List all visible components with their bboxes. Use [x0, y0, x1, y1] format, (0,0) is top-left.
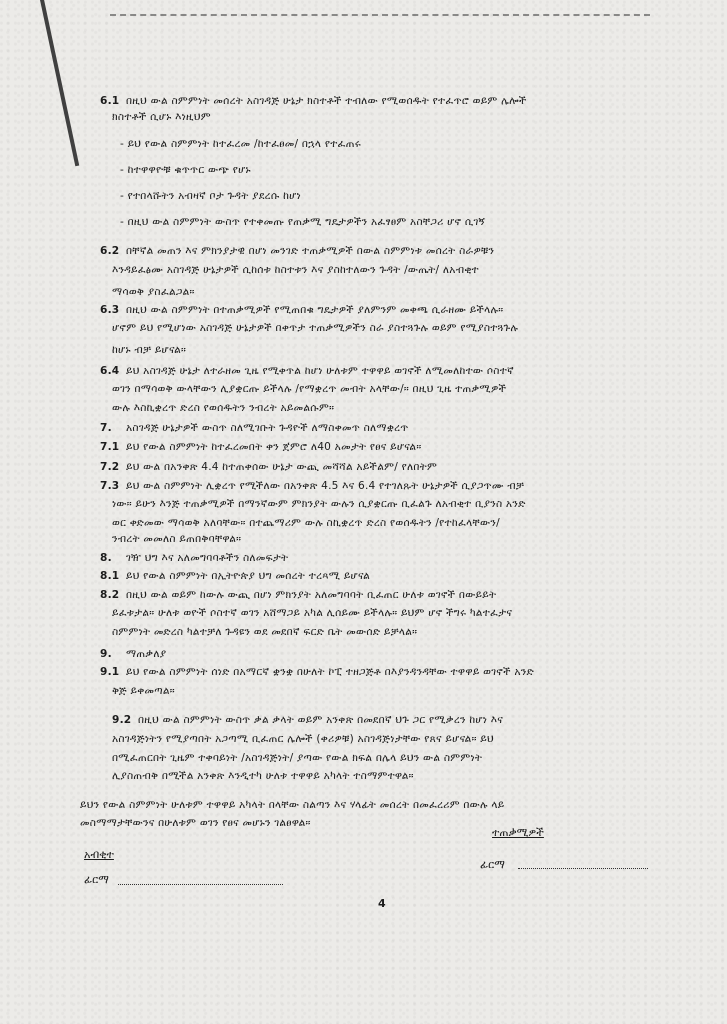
clause-text: አስገዳጅነትን የሚያጣበት አጋጣሚ ቢፈጠር ሌሎች (ቀሪዎቹ) አስገዳጅነታቸው የጸና ይሆናል። ይህ: [112, 733, 494, 745]
page-number: 4: [378, 897, 386, 910]
document-line: [100, 568, 677, 584]
document-line: [100, 243, 677, 259]
document-line: [100, 478, 677, 494]
signature-label-left: ፊርማ: [84, 873, 109, 886]
clause-text: ይፈቱታል። ሁለቱ ወዮች ሶስተኛ ወገን አሸማጋይ አካል ሊሰይሙ ይችላሉ። ይህም ሆኖ ችግሩ ካልተፈታና: [112, 607, 513, 619]
clause-text: ሆኖም ይህ የሚሆነው አስገዳጅ ሁኔታዎች በቀጥታ ተጠቃሚዎችን ስራ ያስተጓጉሉ ወይም የሚያስተጓጉሉ: [112, 322, 519, 334]
document-line: [100, 302, 677, 318]
clause-text: ነው። ይሁን እንጅ ተጠቃሚዎች በማንኛውም ምክንያት ውሉን ሲያቋርጡ ቢፈልጉ ለአብቂተ ቢያንስ አንድ: [112, 498, 526, 510]
document-line: [112, 262, 677, 278]
clause-text: - ይህ የውል ስምምነት ከተፈረመ /ከተፈፀመ/ በኋላ የተፈጠሩ: [120, 138, 361, 150]
clause-number: 8.1: [100, 570, 120, 582]
clause-text: እንዳይፈፅሙ አስገዳጅ ሁኔታዎች ሲከሰቱ ከስተቱን እና ያስከተለውን ጉዳት /ውጤት/ ለአብቂተ: [112, 264, 479, 276]
document-line: [112, 768, 677, 784]
document-line: [80, 815, 677, 831]
document-line: [112, 342, 677, 358]
document-line: [100, 550, 677, 566]
clause-text: ወገን በማሳወቅ ውላቸውን ሊያቋርጡ ይችላሉ /የማቋረጥ መብት አላቸው/። በዚህ ጊዜ ተጠቃሚዎች: [112, 383, 507, 395]
clause-text: ማጠቃለያ: [126, 648, 167, 660]
signature-party-label: ተጠቃሚዎች: [492, 826, 544, 839]
clause-text: ይህ የውል ስምምነት ሰነድ በአማርኛ ቋንቋ በሁለት ኮፒ ተዘጋጅቶ በእያንዳንዳቸው ተዋዋይ ወገኖች አንድ: [126, 666, 535, 678]
clause-text: - የተበላሹትን አብዛኛ ቦታ ጉዳት ያደረሱ ከሆነ: [120, 190, 301, 202]
clause-text: - በዚህ ውል ስምምነት ውስጥ የተቀመጡ የጠቃሚ ግዴታዎችን አፈፃፀም አስቸጋሪ ሆኖ ሲገኝ: [120, 216, 486, 228]
clause-text: ማሳወቅ ያስፈልጋል።: [112, 286, 195, 298]
scan-streak: [40, 0, 79, 166]
document-line: [100, 646, 677, 662]
document-line: [112, 712, 677, 728]
signature-lessor-label: አብቂተ: [84, 848, 114, 861]
clause-text: ውሉ እስኪቋረጥ ድረስ የወሰዱትን ንብረት አይመልሱም።: [112, 402, 335, 414]
clause-text: ይህ አስገዳጅ ሁኔታ ለተራዘመ ጊዜ የሚቀጥል ከሆነ ሁለቱም ተዋዋይ ወገኖች ለሚመለከተው ሶስተኛ: [126, 365, 514, 377]
document-line: [112, 531, 677, 547]
clause-text: ይህ የውል ስምምነት በኢትዮጵያ ህግ መሰረት ተረጻሚ ይሆናል: [126, 570, 371, 582]
clause-number: 8.: [100, 552, 112, 564]
document-line: [120, 162, 677, 178]
top-rule: [110, 14, 650, 17]
clause-text: በቸኛል መጠን እና ምክንያታዊ በሆነ መንገድ ተጠቃሚዎች በውል ስምምነቱ መሰረት ስራዎቹን: [126, 245, 495, 257]
clause-number: 7.: [100, 422, 112, 434]
document-line: [112, 605, 677, 621]
clause-number: 7.1: [100, 441, 120, 453]
document-line: [112, 496, 677, 512]
clause-number: 7.2: [100, 461, 120, 473]
clause-text: ሊያስጠብቅ በሚችል አንቀጽ እንዲተካ ሁለቱ ተዋዋይ አካላት ተስማምተዋል።: [112, 770, 414, 782]
document-line: [100, 439, 677, 455]
clause-text: አስገዳጅ ሁኔታዎች ውስጥ ስለሚገቡት ጉዳዮች ለማስቀመጥ ስለማቋረጥ: [126, 422, 409, 434]
clause-text: ይህ ውል በአንቀጽ 4.4 ከተጠቀሰው ሁኔታ ውጪ መሻሻል አይችልም/ የለበትም: [126, 461, 438, 473]
signature-line-left: [118, 884, 283, 885]
document-line: [112, 731, 677, 747]
document-line: [100, 587, 677, 603]
document-line: [112, 683, 677, 699]
document-line: [100, 363, 677, 379]
clause-text: ከሆኑ ብቻ ይሆናል።: [112, 344, 187, 356]
document-line: [112, 320, 677, 336]
document-line: [120, 136, 677, 152]
document-line: [112, 400, 677, 416]
clause-text: ይህ ውል ስምምነት ሊቋረጥ የሚችለው በአንቀጽ 4.5 እና 6.4 የተገለጹት ሁኔታዎች ሲያጋጥሙ ብቻ: [126, 480, 525, 492]
clause-text: በዚህ ውል ስምምነት መሰረት አስገዳጅ ሁኔታ ክስተቶች ተብለው የሚወሰዱት የተፈጥሮ ወይም ሌሎች: [126, 95, 527, 107]
document-line: [80, 797, 677, 813]
clause-number: 6.1: [100, 95, 120, 107]
clause-number: 7.3: [100, 480, 120, 492]
clause-text: ወር ቀድመው ማሳወቅ አለባቸው። በተጨማሪም ውሉ ስኪቋረጥ ድረስ የወሰዱትን /የተከፈላቸውን/: [112, 517, 500, 529]
document-line: [112, 624, 677, 640]
clause-text: ገዥ ህግ እና አለመግባባቶችን ስለመፍታት: [126, 552, 289, 564]
clause-text: በዚህ ውል ስምምነት ውስጥ ቃል ቃላት ወይም አንቀጽ በመደበኛ ህጉ ጋር የሚቃረን ከሆነ እና: [138, 714, 504, 726]
signature-line-right: [518, 868, 648, 869]
clause-number: 6.2: [100, 245, 120, 257]
clause-number: 8.2: [100, 589, 120, 601]
clause-text: በሚፈጠርበት ጊዜም ተቀባይነት /አስገዳጅነት/ ያጣው የውል ክፍል በሌላ ይህን ውል ስምምነት: [112, 752, 483, 764]
document-line: [112, 750, 677, 766]
clause-text: ንብረት መመለስ ይጠበቅባቸዋል።: [112, 533, 242, 545]
clause-number: 6.4: [100, 365, 120, 377]
signature-label-right: ፊርማ: [480, 858, 505, 871]
document-line: [100, 420, 677, 436]
clause-text: በዚህ ውል ስምምነት በተጠቃሚዎች የሚጠበቁ ግዴታዎች ያለምንም መቀጫ ሲራዘሙ ይችላሉ።: [126, 304, 504, 316]
clause-text: ስምምነት መድረስ ካልተቻለ ጉዳዩን ወደ መደበኛ ፍርድ ቤት መውሰድ ይቻላል።: [112, 626, 418, 638]
clause-text: - ከተዋዋዮቹ ቁጥጥር ውጭ የሆኑ: [120, 164, 251, 176]
document-line: [120, 188, 677, 204]
document-line: [112, 284, 677, 300]
document-line: [100, 664, 677, 680]
clause-text: መስማማታቸውንና በሁለቱም ወገን የፀና መሆኑን ገልፀዋል።: [80, 817, 311, 829]
document-line: [100, 459, 677, 475]
clause-text: ክስተቶች ሲሆኑ እነዚህም: [112, 111, 211, 123]
clause-text: በዚህ ውል ወይም ከውሉ ውጪ በሆነ ምክንያት አለመግባባት ቢፈጠር ሁለቱ ወገኖች በውይይት: [126, 589, 497, 601]
clause-number: 9.: [100, 648, 112, 660]
document-line: [112, 515, 677, 531]
clause-text: ይህን የውል ስምምነት ሁለቱም ተዋዋይ አካላት በላቸው ስልጣን እና ሃላፊት መሰረት በመፈረሪም በውሉ ላይ: [80, 799, 505, 811]
document-line: [112, 109, 677, 125]
document-line: [100, 93, 677, 109]
clause-number: 9.2: [112, 714, 132, 726]
clause-text: ቅጅ ይቀመጣል።: [112, 685, 175, 697]
clause-number: 6.3: [100, 304, 120, 316]
document-line: [112, 381, 677, 397]
clause-number: 9.1: [100, 666, 120, 678]
clause-text: ይህ የውል ስምምነት ከተፈረመበት ቀን ጀምሮ ለ40 አመታት የፀና ይሆናል።: [126, 441, 422, 453]
document-line: [120, 214, 677, 230]
